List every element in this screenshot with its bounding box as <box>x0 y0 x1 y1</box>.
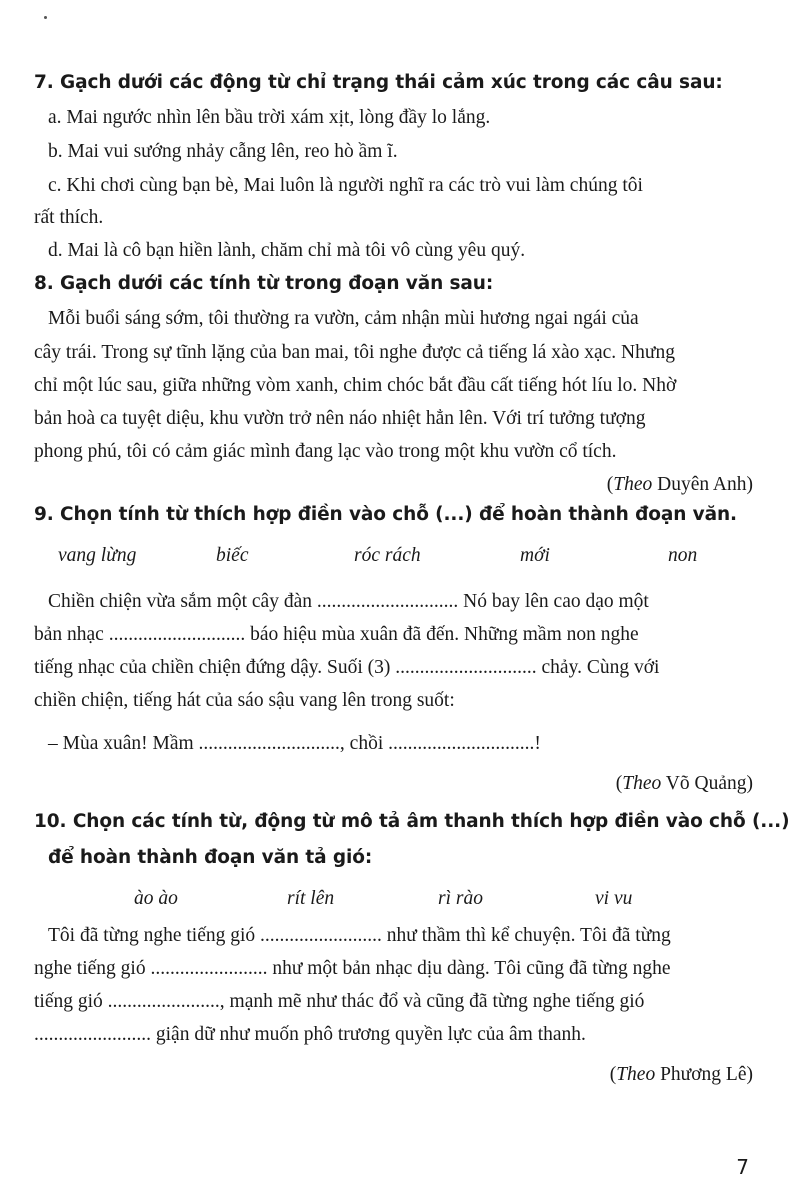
word-choice: mới <box>520 545 550 566</box>
question-7-item-a: a. Mai ngước nhìn lên bầu trời xám xịt, lòng đầy lo lắng. <box>48 107 491 128</box>
question-10-line: Tôi đã từng nghe tiếng gió ......................... như thầm thì kể chuyện. Tôi đã từng <box>48 925 671 946</box>
question-8-line: Mỗi buổi sáng sớm, tôi thường ra vườn, cảm nhận mùi hương ngai ngái của <box>48 308 639 329</box>
question-10-title-line1: 10. Chọn các tính từ, động từ mô tả âm thanh thích hợp điền vào chỗ (...) <box>34 811 790 832</box>
word-choice: ào ào <box>134 888 178 909</box>
source-prefix: Theo <box>616 1064 656 1085</box>
word-choice: rì rào <box>438 888 483 909</box>
question-9-title: 9. Chọn tính từ thích hợp điền vào chỗ (...) để hoàn thành đoạn văn. <box>34 504 737 525</box>
question-7-item-c-line1: c. Khi chơi cùng bạn bè, Mai luôn là người nghĩ ra các trò vui làm chúng tôi <box>48 175 643 196</box>
word-choice: vi vu <box>595 888 633 909</box>
word-choice: non <box>668 545 698 566</box>
question-9-source: (Theo Võ Quảng) <box>615 773 753 794</box>
question-7-item-d: d. Mai là cô bạn hiền lành, chăm chỉ mà tôi vô cùng yêu quý. <box>48 240 526 261</box>
question-8-line: chỉ một lúc sau, giữa những vòm xanh, chim chóc bắt đầu cất tiếng hót líu lo. Nhờ <box>34 375 677 396</box>
question-10-title-line2: để hoàn thành đoạn văn tả gió: <box>48 847 373 868</box>
question-9-line: tiếng nhạc của chiền chiện đứng dậy. Suối (3) ............................. chảy. Cùng với <box>34 657 660 678</box>
question-9-line: bản nhạc ............................ báo hiệu mùa xuân đã đến. Những mầm non nghe <box>34 624 639 645</box>
question-10-line: tiếng gió ......................., mạnh mẽ như thác đổ và cũng đã từng nghe tiếng gió <box>34 991 645 1012</box>
page-number: 7 <box>736 1155 749 1179</box>
question-9-line: – Mùa xuân! Mầm ............................., chồi ..............................! <box>48 733 541 754</box>
word-choice: rít lên <box>287 888 335 909</box>
source-author: Võ Quảng <box>665 773 747 794</box>
question-8-title: 8. Gạch dưới các tính từ trong đoạn văn sau: <box>34 273 494 294</box>
question-10-line: nghe tiếng gió ........................ như một bản nhạc dịu dàng. Tôi cũng đã từng nghe <box>34 958 671 979</box>
question-7-item-c-line2: rất thích. <box>34 207 104 228</box>
question-8-line: bản hoà ca tuyệt diệu, khu vườn trở nên náo nhiệt hẳn lên. Với trí tưởng tượng <box>34 408 646 429</box>
question-10-line: ........................ giận dữ như muốn phô trương quyền lực của âm thanh. <box>34 1024 586 1045</box>
question-9-line: chiền chiện, tiếng hát của sáo sậu vang lên trong suốt: <box>34 690 455 711</box>
word-choice: róc rách <box>354 545 421 566</box>
source-prefix: Theo <box>613 474 653 495</box>
word-choice: biếc <box>216 545 249 566</box>
source-prefix: Theo <box>622 773 662 794</box>
question-8-line: phong phú, tôi có cảm giác mình đang lạc vào trong một khu vườn cổ tích. <box>34 441 617 462</box>
question-7-item-b: b. Mai vui sướng nhảy cẫng lên, reo hò ầm ĩ. <box>48 141 398 162</box>
page-mark <box>44 16 47 19</box>
source-author: Duyên Anh <box>657 474 747 495</box>
word-choice: vang lừng <box>58 545 137 566</box>
question-10-source: (Theo Phương Lê) <box>609 1064 753 1085</box>
question-8-source: (Theo Duyên Anh) <box>606 474 753 495</box>
source-author: Phương Lê <box>660 1064 747 1085</box>
question-8-line: cây trái. Trong sự tĩnh lặng của ban mai, tôi nghe được cả tiếng lá xào xạc. Nhưng <box>34 342 675 363</box>
question-9-line: Chiền chiện vừa sắm một cây đàn ............................. Nó bay lên cao dạo một <box>48 591 649 612</box>
question-7-title: 7. Gạch dưới các động từ chỉ trạng thái cảm xúc trong các câu sau: <box>34 72 723 93</box>
